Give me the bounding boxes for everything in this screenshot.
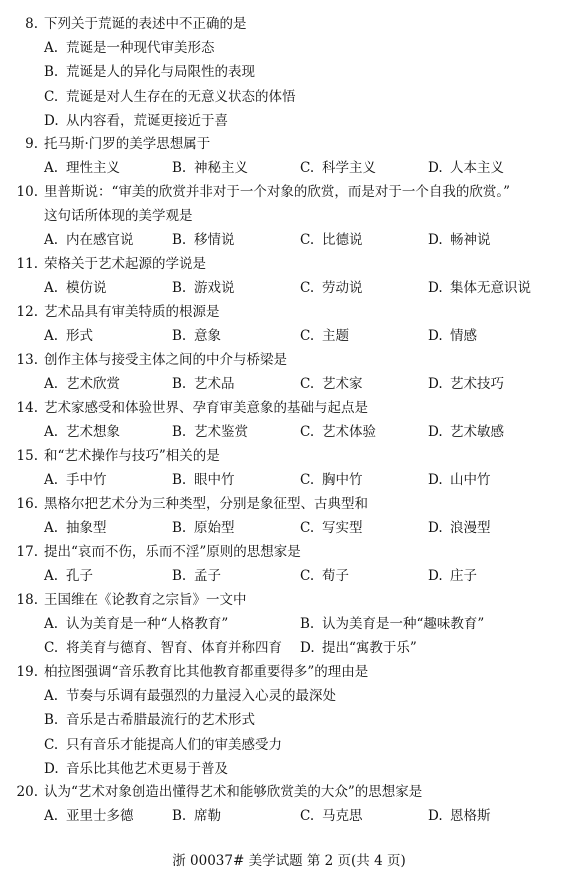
option-text: 音乐比其他艺术更易于普及 (66, 760, 228, 777)
option-text: 形式 (66, 328, 93, 345)
option-text: 艺术技巧 (450, 376, 504, 393)
answer-option (300, 518, 363, 538)
answer-option (172, 566, 221, 586)
option-text: 提出“寓教于乐” (322, 640, 417, 657)
option-text: 写实型 (322, 520, 363, 537)
answer-option (428, 518, 491, 538)
option-letter: C. (300, 280, 315, 297)
option-text: 艺术体验 (322, 424, 376, 441)
option-text: 恩格斯 (450, 808, 491, 825)
option-text: 只有音乐才能提高人们的审美感受力 (66, 736, 282, 753)
option-letter: A. (44, 808, 59, 825)
option-letter: A. (44, 616, 59, 633)
option-letter: A. (44, 688, 59, 705)
answer-option (172, 806, 221, 826)
question-number: 15. (16, 448, 38, 464)
answer-option (300, 614, 484, 634)
answer-option (300, 158, 376, 178)
question-text: 艺术品具有审美特质的根源是 (44, 304, 220, 320)
option-text: 手中竹 (66, 472, 107, 489)
option-letter: C. (300, 520, 315, 537)
option-text: 移情说 (194, 232, 235, 249)
answer-option (428, 566, 477, 586)
answer-option (300, 374, 363, 394)
option-letter: C. (300, 232, 315, 249)
answer-option (44, 326, 93, 346)
option-text: 将美育与德育、智育、体育并称四育 (66, 640, 282, 657)
answer-option (44, 87, 296, 107)
option-letter: B. (172, 328, 187, 345)
option-letter: D. (428, 520, 443, 537)
option-text: 庄子 (450, 568, 477, 585)
option-letter: B. (172, 520, 187, 537)
question-text: 提出“哀而不伤，乐而不淫”原则的思想家是 (44, 544, 301, 560)
option-text: 胸中竹 (322, 472, 363, 489)
option-letter: C. (300, 376, 315, 393)
option-text: 艺术敏感 (450, 424, 504, 441)
option-text: 浪漫型 (450, 520, 491, 537)
option-letter: D. (428, 376, 443, 393)
option-letter: B. (172, 376, 187, 393)
option-letter: D. (44, 760, 59, 777)
answer-option (172, 158, 248, 178)
option-text: 人本主义 (450, 160, 504, 177)
option-letter: A. (44, 376, 59, 393)
option-text: 劳动说 (322, 280, 363, 297)
option-text: 主题 (322, 328, 349, 345)
option-letter: D. (428, 568, 443, 585)
option-letter: B. (172, 424, 187, 441)
answer-option (44, 735, 282, 755)
question-number: 10. (16, 184, 38, 200)
answer-option (300, 566, 349, 586)
answer-option (172, 374, 235, 394)
question-number: 20. (16, 784, 38, 800)
answer-option (44, 759, 228, 779)
answer-option (44, 62, 255, 82)
answer-option (44, 158, 120, 178)
question-number: 8. (25, 16, 38, 32)
option-text: 眼中竹 (194, 472, 235, 489)
answer-option (428, 470, 491, 490)
answer-option (44, 614, 228, 634)
option-text: 音乐是古希腊最流行的艺术形式 (66, 712, 255, 729)
page-footer: 浙 00037# 美学试题 第 2 页(共 4 页) (172, 853, 406, 869)
question-text: 艺术家感受和体验世界、孕育审美意象的基础与起点是 (44, 400, 368, 416)
option-letter: B. (172, 808, 187, 825)
option-letter: D. (300, 640, 315, 657)
option-text: 意象 (194, 328, 221, 345)
option-letter: D. (428, 232, 443, 249)
answer-option (44, 422, 120, 442)
answer-option (44, 638, 282, 658)
option-letter: B. (172, 160, 187, 177)
answer-option (172, 230, 235, 250)
option-text: 艺术欣赏 (66, 376, 120, 393)
question-number: 16. (16, 496, 38, 512)
answer-option (44, 278, 107, 298)
answer-option (172, 326, 221, 346)
option-text: 荀子 (322, 568, 349, 585)
question-text: 认为“艺术对象创造出懂得艺术和能够欣赏美的大众”的思想家是 (44, 784, 423, 800)
answer-option (172, 518, 235, 538)
option-letter: B. (172, 568, 187, 585)
option-letter: A. (44, 280, 59, 297)
option-text: 艺术品 (194, 376, 235, 393)
option-letter: B. (300, 616, 315, 633)
option-letter: D. (428, 160, 443, 177)
answer-option (44, 470, 107, 490)
option-letter: A. (44, 160, 59, 177)
option-letter: A. (44, 568, 59, 585)
question-text-continued: 这句话所体现的美学观是 (44, 208, 193, 225)
answer-option (172, 470, 235, 490)
option-letter: A. (44, 40, 59, 57)
option-letter: B. (44, 712, 59, 729)
option-text: 认为美育是一种“趣味教育” (322, 616, 485, 633)
question-text: 黑格尔把艺术分为三种类型，分别是象征型、古典型和 (44, 496, 368, 512)
option-text: 从内容看，荒诞更接近于喜 (66, 112, 228, 129)
question-text: 里普斯说：“审美的欣赏并非对于一个对象的欣赏，而是对于一个自我的欣赏。” (44, 184, 511, 200)
option-text: 荒诞是一种现代审美形态 (66, 40, 215, 57)
option-letter: C. (44, 640, 59, 657)
option-letter: A. (44, 232, 59, 249)
answer-option (44, 710, 255, 730)
option-text: 畅神说 (450, 232, 491, 249)
option-letter: A. (44, 424, 59, 441)
option-letter: D. (428, 808, 443, 825)
option-text: 孟子 (194, 568, 221, 585)
option-text: 集体无意识说 (450, 280, 531, 297)
answer-option (428, 806, 491, 826)
answer-option (44, 686, 336, 706)
answer-option (300, 230, 363, 250)
answer-option (428, 278, 531, 298)
option-letter: A. (44, 328, 59, 345)
question-text: 和“艺术操作与技巧”相关的是 (44, 448, 220, 464)
answer-option (44, 111, 228, 131)
question-text: 托马斯·门罗的美学思想属于 (44, 136, 211, 152)
option-text: 席勒 (194, 808, 221, 825)
option-text: 抽象型 (66, 520, 107, 537)
option-letter: C. (300, 424, 315, 441)
question-text: 下列关于荒诞的表述中不正确的是 (44, 16, 247, 32)
answer-option (44, 374, 120, 394)
option-letter: C. (44, 736, 59, 753)
option-text: 模仿说 (66, 280, 107, 297)
question-number: 12. (16, 304, 38, 320)
option-text: 亚里士多德 (66, 808, 134, 825)
option-text: 神秘主义 (194, 160, 248, 177)
question-number: 13. (16, 352, 38, 368)
answer-option (428, 326, 477, 346)
option-text: 艺术鉴赏 (194, 424, 248, 441)
option-letter: B. (172, 232, 187, 249)
answer-option (300, 278, 363, 298)
option-text: 认为美育是一种“人格教育” (66, 616, 229, 633)
question-number: 17. (16, 544, 38, 560)
answer-option (172, 278, 235, 298)
question-number: 9. (25, 136, 38, 152)
option-letter: B. (44, 64, 59, 81)
option-letter: C. (300, 568, 315, 585)
option-text: 马克思 (322, 808, 363, 825)
answer-option (44, 230, 134, 250)
option-letter: C. (300, 160, 315, 177)
answer-option (44, 38, 215, 58)
option-letter: D. (428, 472, 443, 489)
option-text: 科学主义 (322, 160, 376, 177)
option-text: 情感 (450, 328, 477, 345)
option-letter: B. (172, 280, 187, 297)
answer-option (44, 566, 93, 586)
option-letter: D. (428, 280, 443, 297)
option-text: 原始型 (194, 520, 235, 537)
option-text: 内在感官说 (66, 232, 134, 249)
answer-option (428, 374, 504, 394)
answer-option (172, 422, 248, 442)
option-letter: A. (44, 472, 59, 489)
question-text: 王国维在《论教育之宗旨》一文中 (44, 592, 247, 608)
answer-option (300, 470, 363, 490)
option-text: 荒诞是对人生存在的无意义状态的体悟 (66, 88, 296, 105)
option-letter: D. (44, 112, 59, 129)
option-letter: D. (428, 424, 443, 441)
option-text: 艺术想象 (66, 424, 120, 441)
option-text: 山中竹 (450, 472, 491, 489)
option-letter: B. (172, 472, 187, 489)
question-text: 创作主体与接受主体之间的中介与桥梁是 (44, 352, 287, 368)
option-text: 荒诞是人的异化与局限性的表现 (66, 64, 255, 81)
answer-option (300, 806, 363, 826)
answer-option (428, 422, 504, 442)
option-text: 孔子 (66, 568, 93, 585)
option-text: 节奏与乐调有最强烈的力量浸入心灵的最深处 (66, 688, 336, 705)
option-letter: C. (300, 472, 315, 489)
answer-option (44, 518, 107, 538)
answer-option (44, 806, 134, 826)
question-number: 11. (16, 256, 38, 272)
option-letter: C. (44, 88, 59, 105)
question-text: 柏拉图强调“音乐教育比其他教育都重要得多”的理由是 (44, 664, 369, 680)
answer-option (428, 230, 491, 250)
option-letter: C. (300, 328, 315, 345)
option-text: 艺术家 (322, 376, 363, 393)
option-letter: C. (300, 808, 315, 825)
option-text: 游戏说 (194, 280, 235, 297)
answer-option (300, 638, 417, 658)
question-number: 18. (16, 592, 38, 608)
question-text: 荣格关于艺术起源的学说是 (44, 256, 206, 272)
option-text: 比德说 (322, 232, 363, 249)
option-text: 理性主义 (66, 160, 120, 177)
option-letter: A. (44, 520, 59, 537)
question-number: 14. (16, 400, 38, 416)
answer-option (428, 158, 504, 178)
option-letter: D. (428, 328, 443, 345)
question-number: 19. (16, 664, 38, 680)
answer-option (300, 422, 376, 442)
answer-option (300, 326, 349, 346)
